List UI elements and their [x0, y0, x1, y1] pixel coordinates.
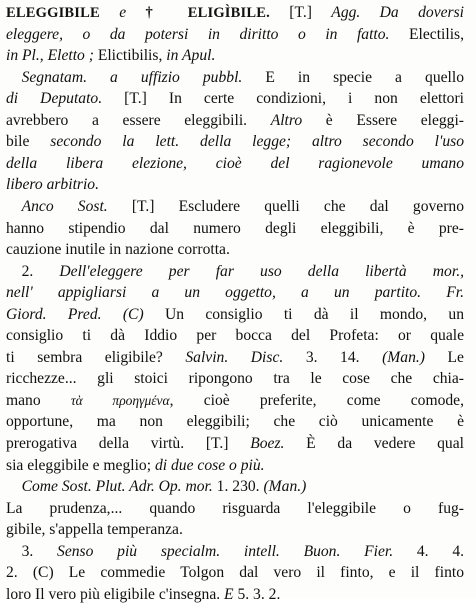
text-line: [6, 325, 464, 347]
text-line: [6, 282, 464, 304]
text-line: [6, 411, 464, 433]
text-line: [6, 368, 464, 390]
text-run: sia eleggibile e meglio;: [6, 456, 155, 474]
text-run: della libera elezione, cioè del ragionevole umano: [6, 154, 464, 172]
text-line: [6, 45, 464, 67]
text-run: 4. 4.: [393, 542, 464, 560]
text-run: [T.]: [269, 4, 332, 21]
text-run: nell' appigliarsi a un oggetto, a un partito. Fr.: [6, 284, 464, 302]
text-run: in Pl., Eletto ;: [6, 47, 94, 65]
text-run: 2.: [6, 262, 60, 280]
text-run: Un consiglio ti dà il mondo, un: [143, 305, 464, 323]
text-line: [6, 2, 464, 24]
text-line: [6, 131, 464, 153]
text-run: È da vedere qual: [284, 435, 464, 452]
text-run: 2. (C) Le commedie Tolgon dal vero il finto, e il finto: [6, 564, 464, 582]
text-run: [T.] In certe condizioni, i non elettori: [102, 90, 464, 108]
text-run: Boez.: [250, 435, 285, 452]
text-run: ti sembra eligibile?: [6, 348, 186, 366]
text-run: prerogativa della virtù. [T.]: [6, 435, 251, 452]
text-line: [6, 584, 464, 605]
text-line: [6, 24, 464, 46]
text-line: [6, 476, 464, 498]
text-run: bile: [6, 133, 51, 151]
text-line: [6, 433, 464, 455]
text-line: [6, 562, 464, 584]
text-line: [6, 304, 464, 326]
text-run: consiglio ti dà Iddio per bocca del Profeta: or quale: [6, 327, 464, 345]
text-line: [6, 88, 464, 110]
text-run: Giord. Pred. (C): [6, 305, 144, 323]
text-run: eleggere, o da potersi in diritto o in fatto.: [6, 25, 390, 43]
text-run: di due cose o più.: [154, 456, 265, 474]
text-run: gibile, s'appella temperanza.: [6, 521, 183, 539]
text-line: [6, 455, 464, 477]
text-line: [6, 174, 464, 196]
text-run: (Man.): [382, 348, 425, 366]
text-run: cauzione inutile in nazione corrotta.: [6, 241, 230, 259]
text-run: Senso più specialm. intell. Buon. Fier.: [57, 542, 394, 560]
text-run: libero arbitrio.: [6, 176, 99, 194]
text-run: Elictibilis,: [93, 47, 167, 65]
text-run: Electilis,: [389, 25, 464, 43]
text-run: 3.: [6, 542, 58, 560]
text-run: avrebbero a essere eleggibili.: [6, 111, 271, 129]
text-line: [6, 110, 464, 132]
text-line: [6, 261, 464, 283]
text-run: Dell'eleggere per far uso della libertà mor.,: [59, 262, 464, 280]
text-run: E: [224, 585, 234, 603]
text-run: 5. 3. 2.: [233, 585, 281, 603]
text-line: [6, 347, 464, 369]
text-run: La prudenza,... quando risguarda l'eleggibile o fug-: [6, 499, 464, 517]
text-run: Segnatam. a uffizio pubbl.: [6, 68, 243, 86]
text-run: loro Il vero più eligibile c'insegna.: [6, 585, 225, 603]
text-line: [6, 153, 464, 175]
text-run: Come Sost. Plut. Adr. Op. mor.: [6, 478, 213, 496]
text-run: Le: [424, 348, 464, 366]
text-run: Salvin. Disc.: [185, 348, 284, 366]
text-run: hanno stipendio dal numero degli eleggibili, è pre-: [6, 219, 464, 237]
text-line: [6, 196, 464, 218]
text-run: † ELIGÌBILE.: [145, 5, 270, 21]
text-run: (Man.): [263, 478, 307, 496]
text-run: τὰ προηγμένα: [70, 392, 170, 408]
text-line: [6, 390, 464, 412]
text-run: secondo la lett. della legge; altro secondo l'uso: [50, 133, 464, 151]
text-run: Agg. Da doversi: [331, 4, 464, 21]
text-line: [6, 67, 464, 89]
text-run: di Deputato.: [6, 90, 103, 108]
text-run: in Apul.: [166, 47, 216, 65]
text-run: e: [99, 4, 146, 21]
text-line: [6, 218, 464, 240]
text-line: [6, 498, 464, 520]
text-run: opportune, ma non eleggibili; che ciò unicamente è: [6, 413, 464, 431]
text-run: mano: [6, 391, 71, 409]
text-line: [6, 541, 464, 563]
text-run: ELEGGIBILE: [6, 5, 100, 21]
text-run: 1. 230.: [212, 478, 264, 496]
text-run: [T.] Escludere quelli che dal governo: [107, 197, 464, 215]
text-line: [6, 239, 464, 261]
text-line: [6, 519, 464, 541]
text-run: 3. 14.: [283, 348, 383, 366]
text-run: è Essere eleggi-: [302, 111, 464, 129]
text-run: E in specie a quello: [242, 68, 464, 86]
text-run: ricchezze... gli stoici ripongono tra le cose che chia-: [6, 370, 464, 388]
text-run: , cioè preferite, come comode,: [169, 391, 464, 409]
text-run: Altro: [270, 111, 303, 129]
text-run: Anco Sost.: [6, 197, 108, 215]
